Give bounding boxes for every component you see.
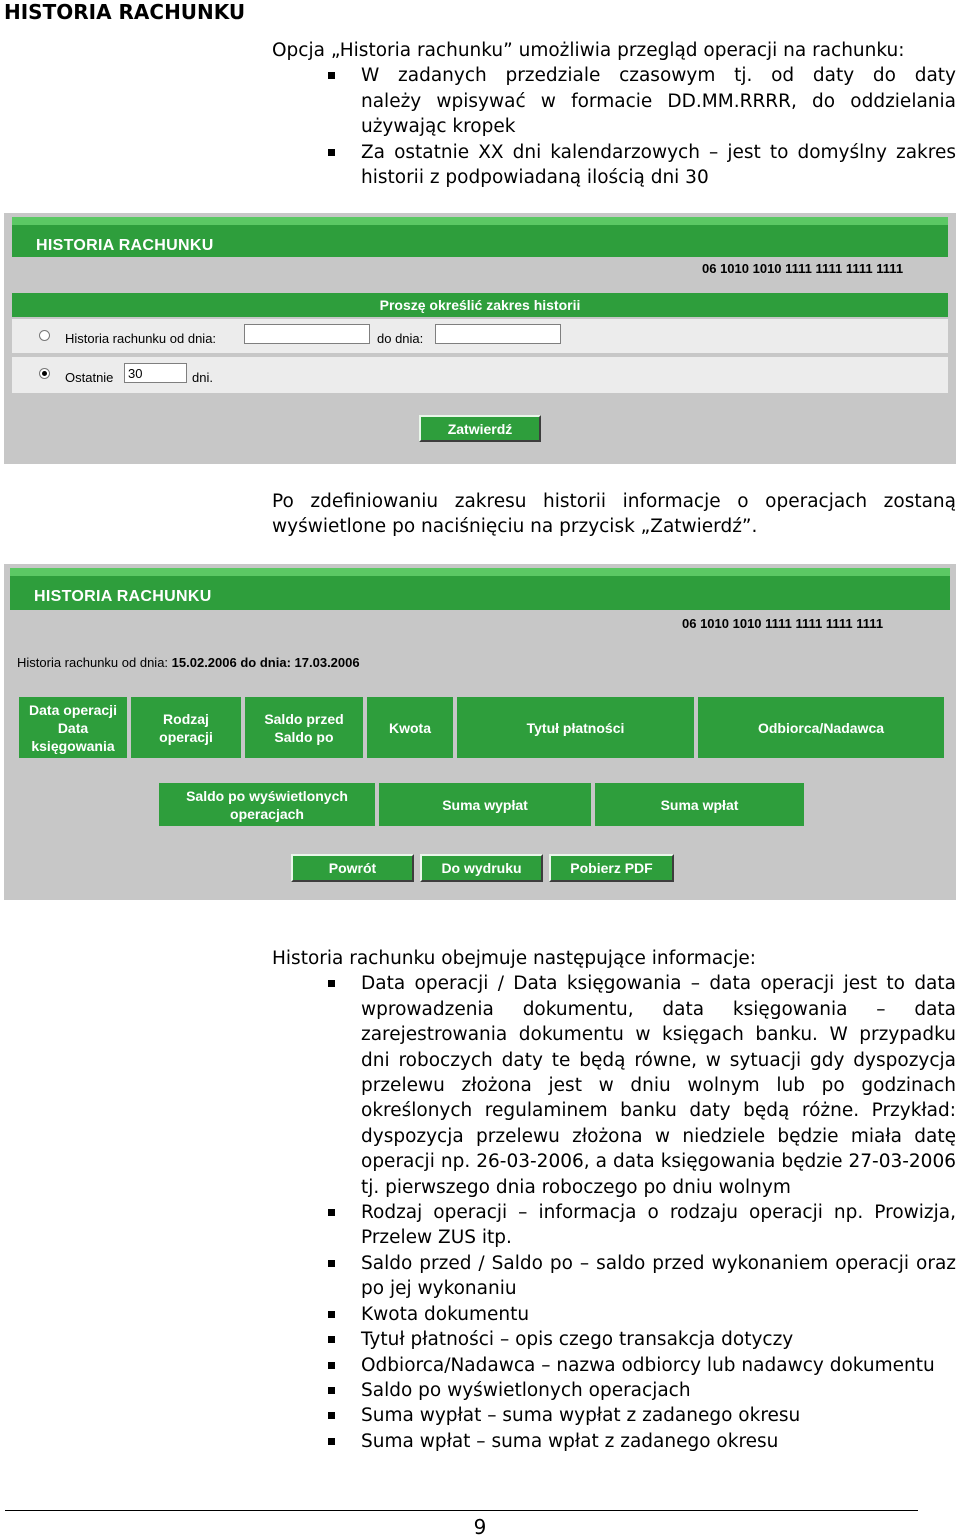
dates-line-5: przelewu złożona jest w dniu wolnym lub po godzinach [361,1075,956,1097]
screen1-account-number: 06 1010 1010 1111 1111 1111 1111 [702,261,904,276]
intro-bullet-2-line-2: historii z podpowiadaną ilością dni 30 [361,167,709,189]
type-line-2: Przelew ZUS itp. [361,1227,512,1249]
bullet-square-icon [328,1336,335,1343]
bullet-square-icon [328,1387,335,1394]
bullet-square-icon [328,72,335,79]
column-header-type[interactable]: Rodzaj operacji [131,697,241,758]
middle-line-2: wyświetlone po naciśnięciu na przycisk „Zatwierdź”. [272,516,758,538]
info-bullet-withdrawals [361,1403,956,1428]
range-from-date: 15.02.2006 [171,655,237,670]
screen2-title: HISTORIA RACHUNKU [34,588,212,605]
title-accent-bar [10,568,950,576]
dates-line-6: określonych regulaminem banku daty będą różne. Przykład: [361,1100,956,1122]
column-header-dates[interactable]: Data operacji Data księgowania [19,697,127,758]
deposits-line: Suma wpłat – suma wpłat z zadanego okresu [361,1430,779,1452]
last-days-label: Ostatnie [65,370,114,385]
balance-line-1: Saldo przed / Saldo po – saldo przed wykonaniem operacji oraz [361,1252,956,1274]
page-heading: HISTORIA RACHUNKU [4,0,246,24]
intro-lead: Opcja „Historia rachunku” umożliwia przegląd operacji na rachunku: [272,40,905,61]
dates-line-8: operacji np. 26-03-2006, a data księgowania będzie 27-03-2006 [361,1151,956,1173]
screen2-account-number: 06 1010 1010 1111 1111 1111 1111 [682,616,884,631]
radio-date-range[interactable] [39,330,50,341]
bullet-square-icon [328,1438,335,1445]
intro-bullet-2-line-1: Za ostatnie XX dni kalendarzowych – jest to domyślny zakres [361,141,956,163]
bullet-square-icon [328,980,335,987]
info-lead: Historia rachunku obejmuje następujące informacje: [272,948,756,969]
dates-line-2: wprowadzenia dokumentu, data księgowania – data [361,998,956,1020]
info-bullet-counterparty [361,1353,956,1378]
back-button[interactable]: Powrót [291,854,414,882]
intro-bullet-1-line-2: należy wpisywać w formacie DD.MM.RRRR, do oddzielania [361,90,956,112]
range-to-date: 17.03.2006 [294,655,360,670]
info-bullet-amount [361,1302,956,1327]
column-header-balance[interactable]: Saldo przed Saldo po [245,697,363,758]
summary-deposits: Suma wpłat [595,783,804,826]
dates-line-3: zarejestrowania dokumentu w księgach banku. W przypadku [361,1024,956,1046]
range-info-line [17,655,360,670]
radio-last-days[interactable] [39,368,50,379]
last-days-input[interactable] [124,363,187,383]
column-header-counterparty[interactable]: Odbiorca/Nadawca [698,697,944,758]
type-line-1: Rodzaj operacji – informacja o rodzaju operacji np. Prowizja, [361,1202,956,1224]
screen1-title-bar [12,225,948,257]
summary-balance-after: Saldo po wyświetlonych operacjach [159,783,375,826]
title-accent-bar [12,217,948,225]
column-header-title[interactable]: Tytuł płatności [457,697,694,758]
intro-bullet-1 [361,63,956,139]
bullet-square-icon [328,1311,335,1318]
info-bullet-type [361,1200,956,1251]
footer-divider [5,1510,918,1511]
screen2-title-bar [10,576,950,610]
middle-line-1: Po zdefiniowaniu zakresu historii informacje o operacjach zostaną [272,491,956,512]
balance-after-line: Saldo po wyświetlonych operacjach [361,1379,691,1401]
info-bullet-dates [361,971,956,1200]
bullet-square-icon [328,149,335,156]
intro-bullet-2 [361,140,956,191]
to-date-input[interactable] [435,324,561,344]
summary-withdrawals: Suma wypłat [379,783,591,826]
bullet-square-icon [328,1362,335,1369]
dates-line-7: dyspozycja przelewu złożona w niedziele będzie miała datę [361,1125,956,1147]
title-line: Tytuł płatności – opis czego transakcja dotyczy [361,1329,794,1351]
counterparty-line: Odbiorca/Nadawca – nazwa odbiorcy lub nadawcy dokumentu [361,1354,935,1376]
balance-line-2: po jej wykonaniu [361,1278,517,1300]
column-header-amount[interactable]: Kwota [367,697,453,758]
middle-paragraph [272,489,956,540]
range-to-label: do dnia: [240,655,291,670]
bullet-square-icon [328,1412,335,1419]
intro-bullet-1-line-3: używając kropek [361,116,516,138]
range-section-title: Proszę określić zakres historii [12,293,948,317]
amount-line: Kwota dokumentu [361,1303,530,1325]
screenshot-history-view [4,564,956,900]
info-section [272,946,956,1454]
screen1-title: HISTORIA RACHUNKU [36,237,214,254]
from-date-input[interactable] [244,324,370,344]
days-unit-label: dni. [192,370,213,385]
info-bullet-balance [361,1251,956,1302]
bullet-square-icon [328,1209,335,1216]
intro-section [272,38,956,190]
info-bullet-list [361,971,956,1454]
range-info-label: Historia rachunku od dnia: [17,655,169,670]
submit-button[interactable]: Zatwierdź [419,415,541,442]
dates-line-4: dni roboczych daty te będą równe, w sytuacji gdy dyspozycja [361,1049,956,1071]
dates-line-1: Data operacji / Data księgowania – data operacji jest to data [361,973,956,995]
to-date-label: do dnia: [377,331,424,346]
from-date-label: Historia rachunku od dnia: [65,331,217,346]
intro-bullet-list [361,63,956,190]
info-bullet-deposits [361,1429,956,1454]
download-pdf-button[interactable]: Pobierz PDF [549,854,674,882]
withdrawals-line: Suma wypłat – suma wypłat z zadanego okresu [361,1405,801,1427]
page-number: 9 [473,1515,487,1539]
dates-line-9: tj. pierwszego dnia roboczego po dniu wolnym [361,1176,791,1198]
info-bullet-title [361,1327,956,1352]
print-button[interactable]: Do wydruku [420,854,543,882]
screenshot-range-form [4,213,956,464]
info-bullet-balance-after [361,1378,956,1403]
bullet-square-icon [328,1260,335,1267]
intro-bullet-1-line-1: W zadanych przedziale czasowym tj. od daty do daty [361,65,956,87]
